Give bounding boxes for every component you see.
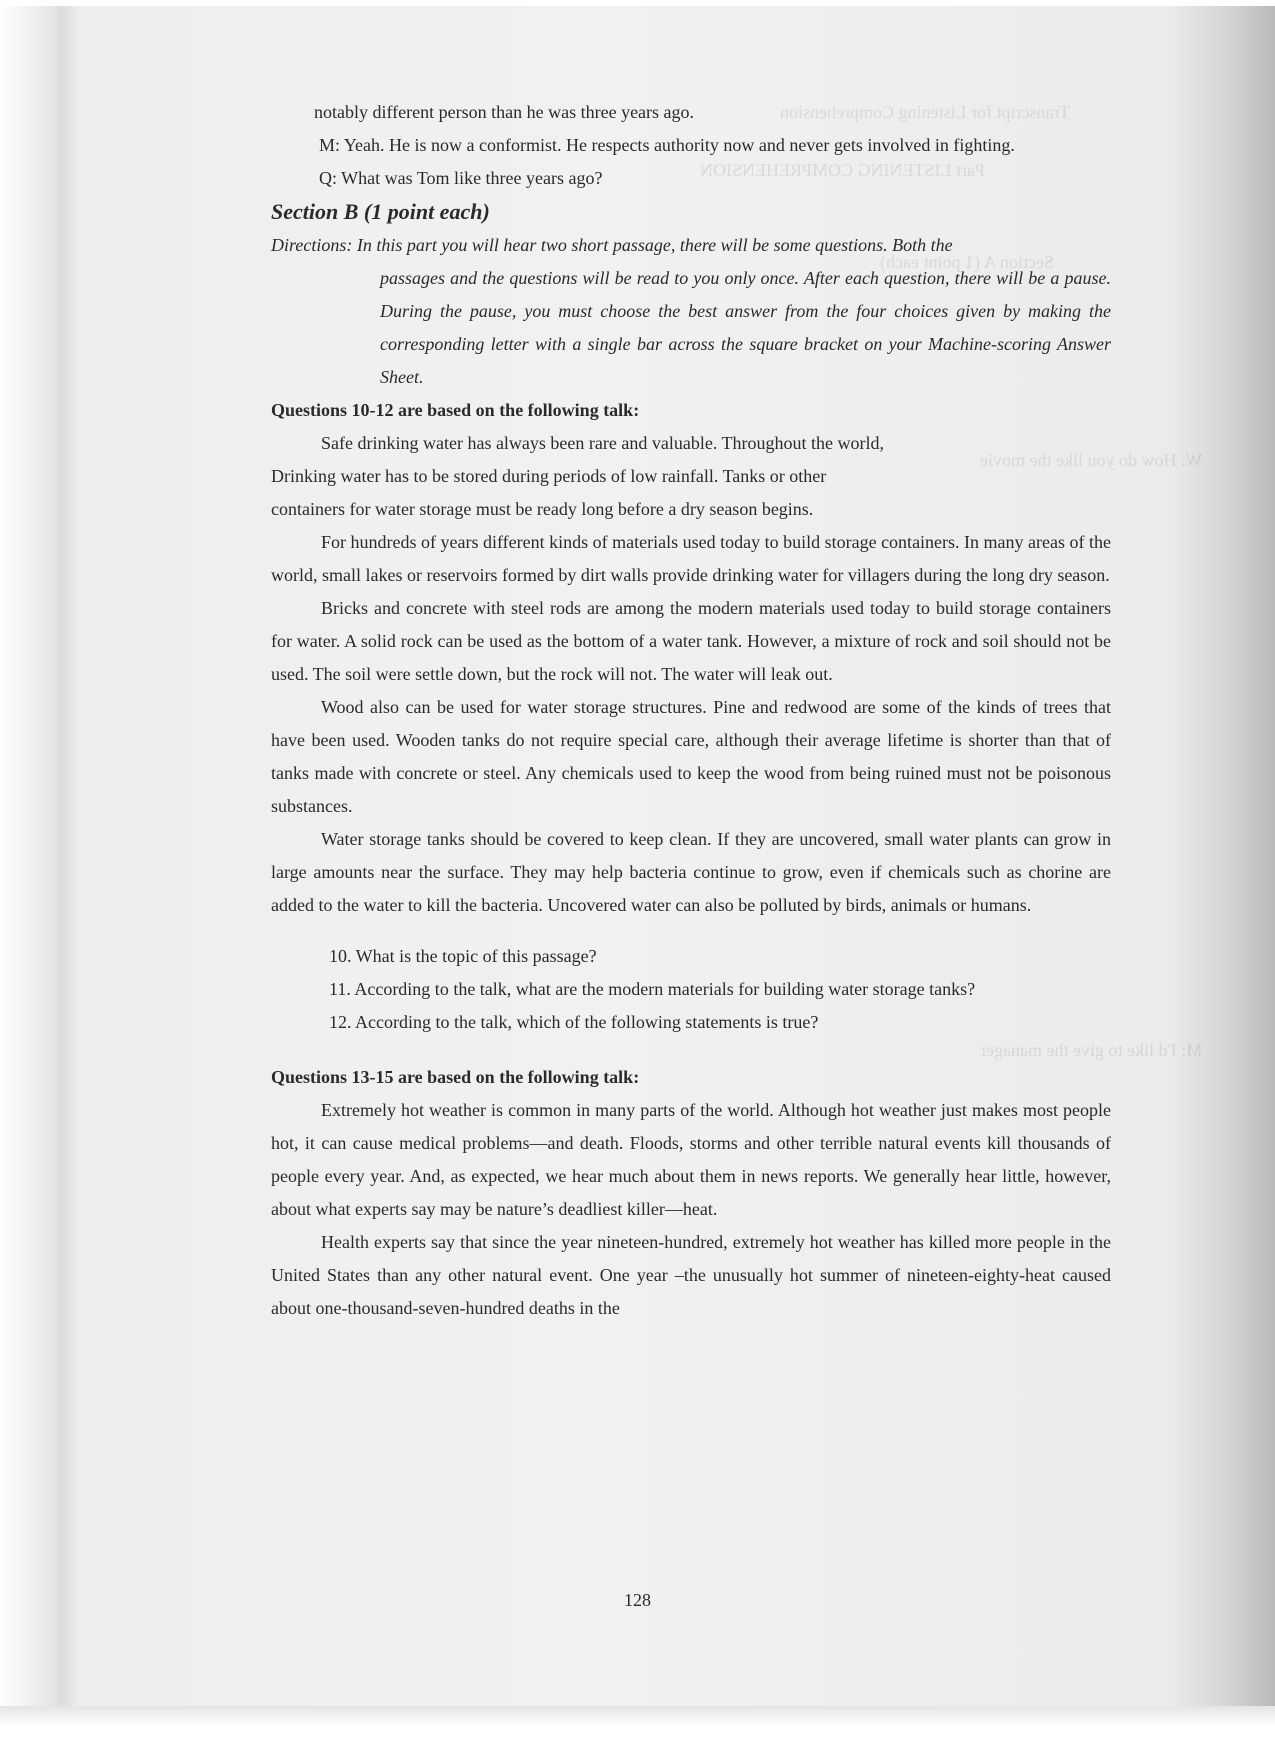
questions-heading: Questions 13-15 are based on the following talk: (271, 1067, 640, 1087)
question-item: 11. According to the talk, what are the modern materials for building water storage tanks? (329, 979, 976, 999)
directions-text: In this part you will hear two short passage, there will be some questions. Both the (356, 235, 953, 255)
question-item: 10. What is the topic of this passage? (329, 946, 597, 966)
dialog-line: M: Yeah. He is now a conformist. He respects authority now and never gets involved in fighting. (319, 135, 1015, 155)
dialog-line: Q: What was Tom like three years ago? (319, 168, 603, 188)
scan-bottom-edge (0, 1706, 1275, 1750)
bleed-through-decoration: Transcript for Listening Comprehension (780, 102, 1070, 122)
bleed-through-decoration: W: How do you like the movie (980, 450, 1203, 470)
document-page (271, 96, 1111, 1325)
paragraph-line: containers for water storage must be ready long before a dry season begins. (271, 499, 814, 519)
section-title: Section B (1 point each) (271, 199, 490, 224)
paragraph: Water storage tanks should be covered to keep clean. If they are uncovered, small water plants can grow in large amounts near the surface. They may help bacteria continue to grow, even if chemicals such as chorine are added to the water to kill the bacteria. Uncovered water can also be polluted by birds, animals or humans. (271, 829, 1111, 915)
paragraph: Health experts say that since the year nineteen-hundred, extremely hot weather has killed more people in the United States than any other natural event. One year –the unusually hot summer of nineteen-eighty-heat caused about one-thousand-seven-hundred deaths in the (271, 1232, 1111, 1318)
scan-top-edge (0, 0, 1275, 6)
bleed-through-decoration: Part LISTENING COMPREHENSION (700, 160, 985, 180)
paragraph: Wood also can be used for water storage structures. Pine and redwood are some of the kinds of trees that have been used. Wooden tanks do not require special care, although their average lifetime is shorter than that of tanks made with concrete or steel. Any chemicals used to keep the wood from being ruined must not be poisonous substances. (271, 697, 1111, 816)
page-number: 128 (624, 1590, 651, 1610)
paragraph: Extremely hot weather is common in many parts of the world. Although hot weather just makes most people hot, it can cause medical problems—and death. Floods, storms and other terrible natural events kill thousands of people every year. And, as expected, we hear much about them in news reports. We generally hear little, however, about what experts say may be nature’s deadliest killer—heat. (271, 1100, 1111, 1219)
directions-label: Directions: (271, 235, 353, 255)
directions-first-line (271, 229, 1111, 262)
spacer (271, 1039, 1111, 1061)
paragraph-line: Drinking water has to be stored during periods of low rainfall. Tanks or other (271, 466, 827, 486)
bleed-through-decoration: Section A (1 point each) (880, 252, 1054, 272)
paragraph: For hundreds of years different kinds of materials used today to build storage containers. In many areas of the world, small lakes or reservoirs formed by dirt walls provide drinking water for villagers during the long dry season. (271, 532, 1111, 585)
directions-text: passages and the questions will be read to you only once. After each question, there will be a pause. During the pause, you must choose the best answer from the four choices given by making the corresponding letter with a single bar across the square bracket on your Machine-scoring Answer Sheet. (380, 268, 1111, 387)
questions-heading: Questions 10-12 are based on the following talk: (271, 400, 640, 420)
spacer (271, 922, 1111, 940)
bleed-through-decoration: M: I'd like to give the manager (980, 1040, 1203, 1060)
paragraph-line: Safe drinking water has always been rare and valuable. Throughout the world, (321, 433, 884, 453)
question-item: 12. According to the talk, which of the following statements is true? (329, 1012, 819, 1032)
paragraph: Bricks and concrete with steel rods are among the modern materials used today to build storage containers for water. A solid rock can be used as the bottom of a water tank. However, a mixture of rock and soil should not be used. The soil were settle down, but the rock will not. The water will leak out. (271, 598, 1111, 684)
dialog-line: notably different person than he was three years ago. (314, 102, 695, 122)
